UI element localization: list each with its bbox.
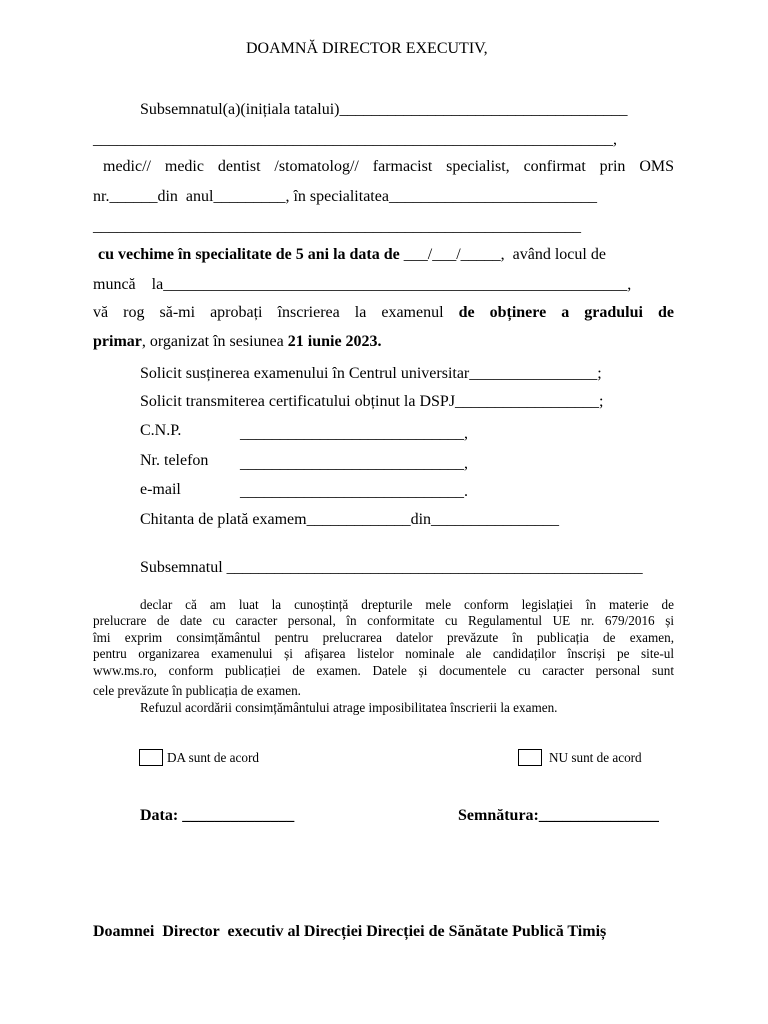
aprobare-text: vă rog să-mi aprobați înscrierea la examenul: [93, 304, 459, 321]
subsemnatul-initiala-line: Subsemnatul(a)(inițiala tatalui)____________________________________: [140, 101, 628, 118]
sesiune-date-text: 21 iunie 2023.: [287, 333, 382, 350]
consent-line-1: declar că am luat la cunoștință drepturile mele conform legislației în materie de: [140, 597, 674, 612]
vechime-bold-text: cu vechime în specialitate de 5 ani la data de: [98, 246, 400, 263]
profession-line: medic// medic dentist /stomatolog// farmacist specialist, confirmat prin OMS: [103, 158, 674, 175]
telefon-label: Nr. telefon: [140, 452, 209, 469]
cnp-input-line: ____________________________,: [240, 425, 468, 442]
da-checkbox-label: DA sunt de acord: [167, 750, 259, 765]
semnatura-field: Semnătura:_______________: [458, 807, 659, 824]
footer-addressee: Doamnei Director executiv al Direcției Direcției de Sănătate Publică Timiș: [93, 923, 607, 940]
consent-line-4: pentru organizarea examenului și afișarea listelor nominale ale candidaților înscriși pe site-ul: [93, 646, 674, 661]
oms-line: nr.______din anul_________, în specialitatea__________________________: [93, 188, 597, 205]
name-continuation-line: _________________________________________________________________,: [93, 131, 617, 148]
email-input-line: ____________________________.: [240, 483, 468, 500]
data-field: Data: ______________: [140, 807, 295, 824]
refuz-line: Refuzul acordării consimțământului atrage imposibilitatea înscrierii la examen.: [140, 700, 558, 715]
aprobare-line: [93, 303, 674, 323]
vechime-line: [98, 245, 606, 265]
dspj-field: Solicit transmiterea certificatului obținut la DSPJ__________________;: [140, 393, 604, 410]
cnp-label: C.N.P.: [140, 422, 182, 439]
primar-text: primar: [93, 333, 142, 350]
consent-line-3: îmi exprim consimțământul pentru prelucrarea datelor prevăzute în publicația de examen,: [93, 630, 674, 645]
centru-universitar-field: Solicit susținerea examenului în Centrul universitar________________;: [140, 365, 602, 382]
grad-text: de obținere a gradului de: [458, 304, 674, 321]
specialty-continuation-line: _____________________________________________________________: [93, 218, 581, 235]
email-label: e-mail: [140, 481, 181, 498]
consent-line-2: prelucrare de date cu caracter personal, în conformitate cu Regulamentul UE nr. 679/2016 și: [93, 613, 674, 628]
telefon-input-line: ____________________________,: [240, 455, 468, 472]
sesiune-text: , organizat în sesiunea: [141, 333, 288, 350]
consent-line-6: cele prevăzute în publicația de examen.: [93, 683, 301, 698]
da-checkbox[interactable]: [139, 749, 163, 766]
chitanta-field: Chitanta de plată examem_____________din________________: [140, 511, 560, 528]
vechime-rest-text: ___/___/_____, având locul de: [399, 246, 606, 263]
subsemnatul-consent-line: Subsemnatul ____________________________________________________: [140, 559, 643, 576]
nu-checkbox[interactable]: [518, 749, 542, 766]
sesiune-line: [93, 332, 382, 352]
loc-munca-line: muncă la__________________________________________________________,: [93, 276, 632, 293]
nu-checkbox-label: NU sunt de acord: [549, 750, 642, 765]
consent-line-5: www.ms.ro, conform publicației de examen. Datele și documentele cu caracter personal sunt: [93, 663, 674, 678]
page-title: DOAMNĂ DIRECTOR EXECUTIV,: [246, 40, 488, 57]
